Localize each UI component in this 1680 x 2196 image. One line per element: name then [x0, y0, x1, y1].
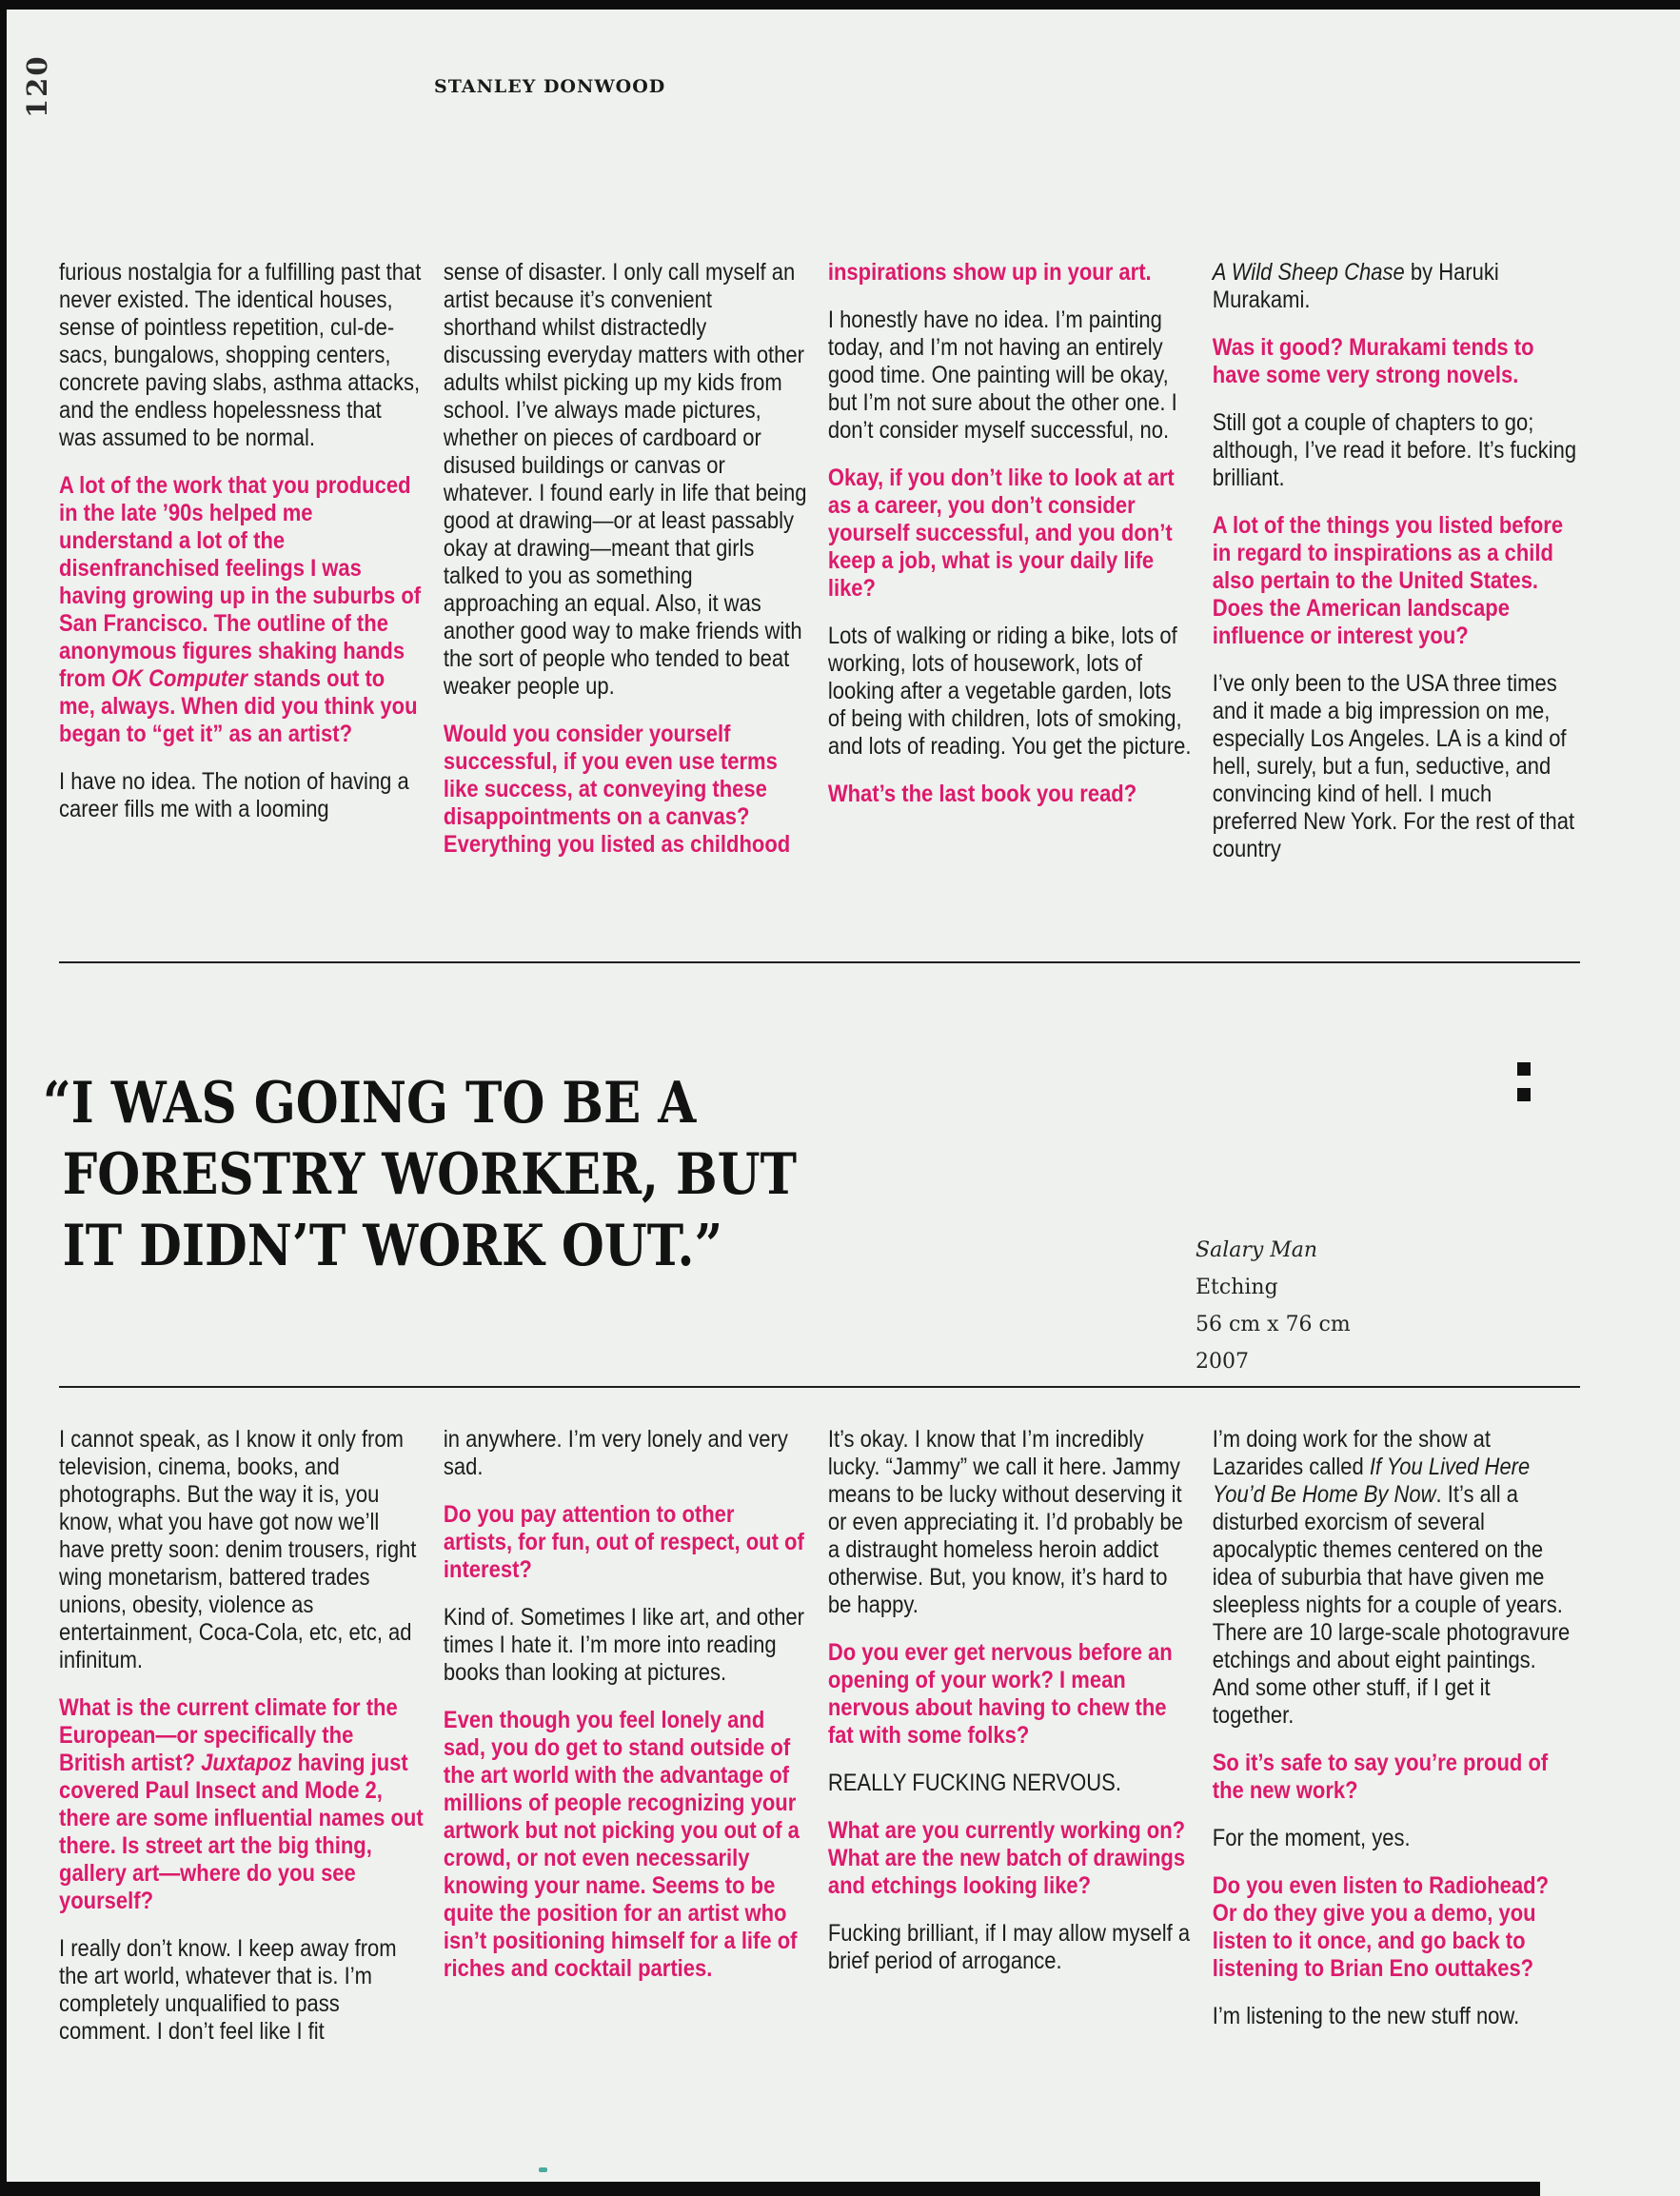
colon-ornament	[1517, 1062, 1532, 1114]
interview-answer	[1213, 2003, 1577, 2030]
artwork-year: 2007	[1196, 1350, 1249, 1374]
text-run: Would you consider yourself successful, if you even use terms like success, at conveying these disappointments on a canvas? Everything you listed as childhood	[443, 721, 791, 858]
text-run: . It’s all a disturbed exorcism of several apocalyptic themes centered on the idea of suburbia that have given me sleepless nights for a couple of years. There are 10 large-scale photogravure etchings and about eight paintings. And some other stuff, if I get it together.	[1212, 1481, 1571, 1729]
scan-border-left	[0, 0, 7, 2196]
column-bottom-3	[828, 1426, 1193, 2066]
interview-question	[1213, 1872, 1577, 1983]
interview-question	[444, 1501, 808, 1584]
interview-answer	[59, 1426, 424, 1674]
pull-quote-line: “I WAS GOING TO BE A	[43, 1070, 697, 1137]
page-number-text: 120	[21, 54, 53, 118]
text-run: Okay, if you don’t like to look at art as a career, you don’t consider yourself successful, and you don’t keep a job, what is your daily life like?	[827, 465, 1175, 602]
column-top-1	[59, 259, 424, 883]
interview-question	[828, 1639, 1193, 1750]
artwork-dimensions: 56 cm x 76 cm	[1196, 1313, 1351, 1336]
text-run: Kind of. Sometimes I like art, and other times I hate it. I’m more into reading books than looking at pictures.	[443, 1604, 804, 1686]
interview-answer	[828, 1770, 1193, 1797]
colon-dot	[1517, 1088, 1531, 1101]
interview-question	[59, 1694, 424, 1915]
text-run: Fucking brilliant, if I may allow myself a brief period of arrogance.	[827, 1920, 1191, 1974]
interview-question	[1213, 1750, 1577, 1805]
text-run: What is the current climate for the European—or specifically the British artist?	[59, 1694, 398, 1776]
interview-question	[1213, 334, 1577, 389]
italic-title-text: Juxtapoz	[201, 1750, 292, 1776]
artwork-medium: Etching	[1196, 1276, 1278, 1299]
text-run: It’s okay. I know that I’m incredibly lucky. “Jammy” we call it here. Jammy means to be lucky without deserving it or even appreciating it. I’d probably be a distraught homeless heroin addict otherwise. But, you know, it’s hard to be happy.	[827, 1426, 1183, 1618]
interview-answer	[1213, 409, 1577, 492]
pull-quote-line: IT DIDN’T WORK OUT.”	[62, 1213, 723, 1279]
italic-title-text: A Wild Sheep Chase	[1212, 259, 1405, 286]
text-run: in anywhere. I’m very lonely and very sad.	[443, 1426, 788, 1480]
text-run: having just covered Paul Insect and Mode 2, there are some influential names out there. Is street art the big thing, gallery art—where do you see yourself?	[59, 1750, 424, 1914]
text-run: I cannot speak, as I know it only from television, cinema, books, and photographs. But the way it is, you know, what you have got now we’ll have pretty soon: denim trousers, right wing monetarism, battered trades unions, obesity, violence as entertainment, Coca-Cola, etc, etc, ad infinitum.	[59, 1426, 417, 1673]
column-bottom-1	[59, 1426, 424, 2066]
text-run: For the moment, yes.	[1212, 1825, 1411, 1851]
interview-answer	[444, 1604, 808, 1687]
text-run: I honestly have no idea. I’m painting today, and I’m not having an entirely good time. One painting will be okay, but I’m not sure about the other one. I don’t consider myself successful, no.	[827, 307, 1177, 444]
column-bottom-4	[1213, 1426, 1577, 2066]
italic-title-text: OK Computer	[111, 665, 247, 692]
text-run: I have no idea. The notion of having a career fills me with a looming	[59, 768, 409, 822]
text-run: stands out to me, always. When did you think you began to “get it” as an artist?	[59, 665, 418, 747]
text-run: A lot of the work that you produced in the late ’90s helped me understand a lot of the disenfranchised feelings I was having growing up in the suburbs of San Francisco. The outline of the anonymous figures shaking hands from	[59, 472, 422, 692]
column-top-2	[444, 259, 808, 883]
interview-answer	[1213, 670, 1577, 863]
scan-artifact-dot	[539, 2167, 547, 2172]
interview-answer	[828, 623, 1193, 761]
text-run: What’s the last book you read?	[827, 781, 1137, 807]
text-run: Lots of walking or riding a bike, lots of working, lots of housework, lots of looking after a vegetable garden, lots of being with children, lots of smoking, and lots of reading. You get the picture.	[827, 623, 1192, 760]
interview-answer	[444, 259, 808, 701]
interview-answer	[828, 307, 1193, 445]
interview-answer	[59, 768, 424, 823]
divider-top	[59, 961, 1580, 963]
interview-answer	[59, 259, 424, 452]
divider-bottom	[59, 1386, 1580, 1388]
artwork-caption	[1196, 1232, 1351, 1380]
interview-answer	[828, 1426, 1193, 1619]
interview-question	[444, 721, 808, 859]
interview-answer	[1213, 259, 1577, 314]
interview-question	[444, 1707, 808, 1983]
text-run: inspirations show up in your art.	[827, 259, 1152, 286]
column-bottom-2	[444, 1426, 808, 2066]
interview-question	[828, 1817, 1193, 1900]
scan-border-top	[0, 0, 1680, 10]
interview-answer	[59, 1935, 424, 2046]
text-run: Even though you feel lonely and sad, you do get to stand outside of the art world with the advantage of millions of people recognizing your artwork but not picking you out of a crowd, or not even necessarily knowing your name. Seems to be quite the position for an artist who isn’t positioning himself for a life of riches and cocktail parties.	[443, 1707, 800, 1982]
text-run: Still got a couple of chapters to go; although, I’ve read it before. It’s fucking brilliant.	[1212, 409, 1577, 491]
text-run: REALLY FUCKING NERVOUS.	[827, 1770, 1121, 1796]
interview-question	[828, 781, 1193, 808]
interview-answer	[828, 1920, 1193, 1975]
text-run: by Haruki Murakami.	[1212, 259, 1499, 313]
text-run: I’ve only been to the USA three times and it made a big impression on me, especially Los Angeles. LA is a kind of hell, surely, but a fun, seductive, and convincing kind of hell. I much preferred New York. For the rest of that country	[1212, 670, 1575, 862]
interview-answer	[444, 1426, 808, 1481]
italic-title-text: If You Lived Here You’d Be Home By Now	[1212, 1454, 1531, 1508]
column-top-3	[828, 259, 1193, 883]
pull-quote-line: FORESTRY WORKER, BUT	[62, 1141, 797, 1208]
text-run: Was it good? Murakami tends to have some very strong novels.	[1212, 334, 1534, 388]
text-run: A lot of the things you listed before in regard to inspirations as a child also pertain to the United States. Does the American landscape influence or interest you?	[1212, 512, 1564, 649]
colon-dot	[1517, 1062, 1531, 1076]
text-run: I’m doing work for the show at Lazarides called	[1212, 1426, 1492, 1480]
interview-answer	[1213, 1426, 1577, 1730]
text-run: Do you pay attention to other artists, for fun, out of respect, out of interest?	[443, 1501, 804, 1583]
text-run: Do you even listen to Radiohead? Or do they give you a demo, you listen to it once, and go back to listening to Brian Eno outtakes?	[1212, 1872, 1550, 1982]
text-run: furious nostalgia for a fulfilling past that never existed. The identical houses, sense of pointless repetition, cul-de-sacs, bungalows, shopping centers, concrete paving slabs, asthma attacks, and the endless hopelessness that was assumed to be normal.	[59, 259, 422, 451]
text-run: I’m listening to the new stuff now.	[1212, 2003, 1520, 2029]
interview-answer	[1213, 1825, 1577, 1852]
page-number	[21, 54, 97, 145]
interview-question	[1213, 512, 1577, 650]
interview-bottom-section	[59, 1426, 1577, 2066]
pull-quote	[43, 1068, 861, 1282]
text-run: Do you ever get nervous before an opening of your work? I mean nervous about having to chew the fat with some folks?	[827, 1639, 1173, 1749]
interview-top-section	[59, 259, 1577, 883]
interview-question	[828, 259, 1193, 287]
text-run: What are you currently working on? What are the new batch of drawings and etchings looking like?	[827, 1817, 1186, 1899]
running-header: STANLEY DONWOOD	[434, 76, 666, 97]
interview-question	[59, 472, 424, 748]
text-run: So it’s safe to say you’re proud of the new work?	[1212, 1750, 1549, 1804]
text-run: sense of disaster. I only call myself an artist because it’s convenient shorthand whilst distractedly discussing everyday matters with other adults whilst picking up my kids from school. I’ve always made pictures, whether on pieces of cardboard or disused buildings or canvas or whatever. I found early in life that being good at drawing—or at least passably okay at drawing—meant that girls talked to you as something approaching an equal. Also, it was another good way to make friends with the sort of people who tended to beat weaker people up.	[443, 259, 807, 700]
artwork-title: Salary Man	[1196, 1238, 1318, 1262]
column-top-4	[1213, 259, 1577, 883]
scan-border-bottom	[0, 2182, 1540, 2196]
text-run: I really don’t know. I keep away from the art world, whatever that is. I’m completely unqualified to pass comment. I don’t feel like I fit	[59, 1935, 397, 2045]
interview-question	[828, 465, 1193, 603]
